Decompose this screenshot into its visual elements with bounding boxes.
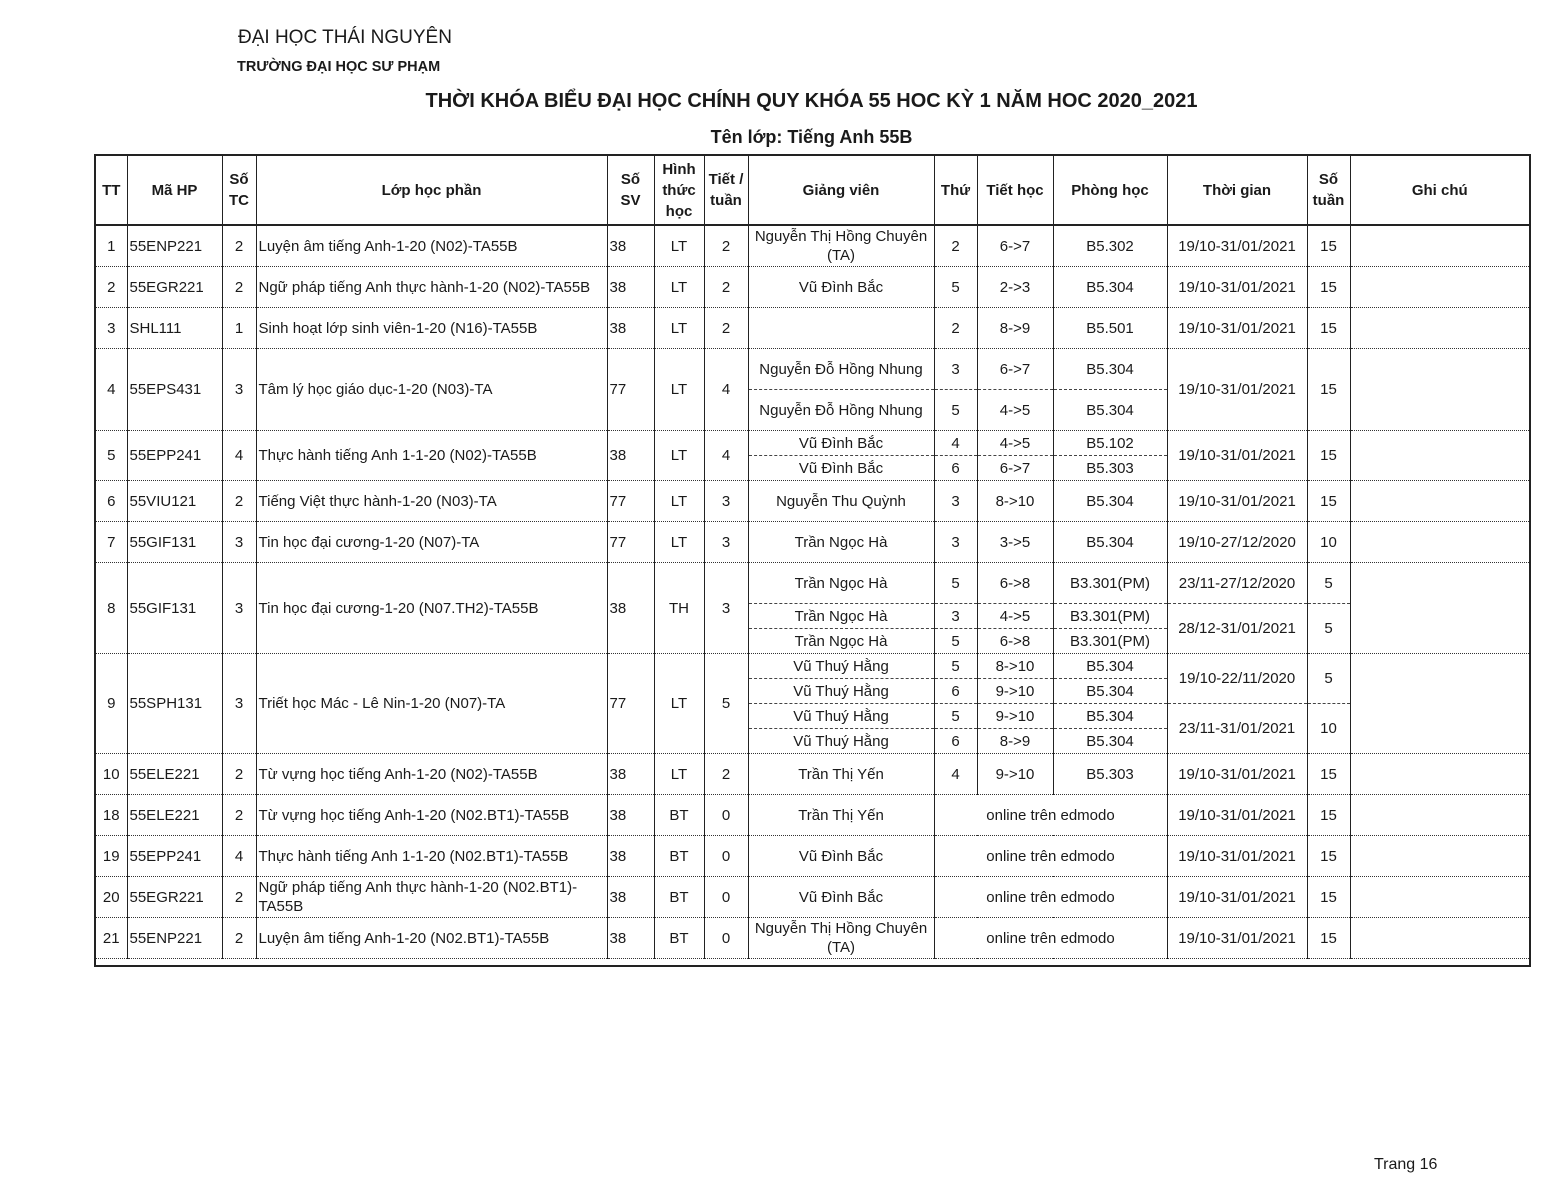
col-header-phong-hoc: Phòng học [1053, 155, 1167, 225]
cell-thoi-gian: 19/10-31/01/2021 [1167, 836, 1307, 877]
cell-giang-vien: Nguyễn Thị Hồng Chuyên (TA) [748, 918, 934, 959]
cell-giang-vien: Trần Thị Yến [748, 795, 934, 836]
cell-lop-hp: Tin học đại cương-1-20 (N07.TH2)-TA55B [256, 563, 607, 654]
cell-lop-hp: Tin học đại cương-1-20 (N07)-TA [256, 522, 607, 563]
cell-tiet-hoc: 9->10 [977, 679, 1053, 704]
cell-tiet-hoc: 6->7 [977, 456, 1053, 481]
col-header-thoi-gian: Thời gian [1167, 155, 1307, 225]
spacer-cell [95, 959, 1530, 967]
cell-so-tuan: 15 [1307, 308, 1350, 349]
timetable [94, 154, 1531, 967]
cell-hinh-thuc: LT [654, 481, 704, 522]
table-row [95, 308, 1530, 349]
cell-tiet-hoc: 6->7 [977, 349, 1053, 390]
cell-tt: 10 [95, 754, 127, 795]
cell-tiet-hoc: 3->5 [977, 522, 1053, 563]
cell-hinh-thuc: BT [654, 918, 704, 959]
page-number: Trang 16 [1374, 1156, 1438, 1173]
table-row [95, 877, 1530, 918]
cell-giang-vien: Vũ Đình Bắc [748, 877, 934, 918]
cell-so-tc: 3 [222, 563, 256, 654]
cell-so-sv: 38 [607, 795, 654, 836]
col-header-tt: TT [95, 155, 127, 225]
cell-online-note: online trên edmodo [934, 877, 1167, 918]
cell-tt: 18 [95, 795, 127, 836]
cell-tiet-hoc: 6->8 [977, 629, 1053, 654]
cell-hinh-thuc: BT [654, 877, 704, 918]
cell-tt: 7 [95, 522, 127, 563]
cell-so-tuan: 15 [1307, 795, 1350, 836]
cell-so-sv: 77 [607, 481, 654, 522]
cell-ghi-chu [1350, 225, 1530, 267]
cell-tiet-tuan: 4 [704, 349, 748, 431]
cell-thu: 5 [934, 390, 977, 431]
cell-online-note: online trên edmodo [934, 918, 1167, 959]
cell-hinh-thuc: BT [654, 795, 704, 836]
cell-tiet-tuan: 3 [704, 563, 748, 654]
table-bottom-spacer [95, 959, 1530, 967]
col-header-tiet-tuan: Tiết / tuần [704, 155, 748, 225]
cell-thoi-gian: 19/10-31/01/2021 [1167, 225, 1307, 267]
cell-so-sv: 38 [607, 836, 654, 877]
cell-tiet-hoc: 8->10 [977, 481, 1053, 522]
cell-tt: 6 [95, 481, 127, 522]
cell-tiet-hoc: 6->8 [977, 563, 1053, 604]
cell-tt: 21 [95, 918, 127, 959]
cell-phong-hoc: B5.304 [1053, 654, 1167, 679]
cell-ghi-chu [1350, 836, 1530, 877]
cell-thu: 4 [934, 754, 977, 795]
col-header-thu: Thứ [934, 155, 977, 225]
cell-so-tuan: 15 [1307, 481, 1350, 522]
cell-so-tc: 3 [222, 349, 256, 431]
cell-giang-vien: Vũ Đình Bắc [748, 836, 934, 877]
cell-thu: 6 [934, 456, 977, 481]
cell-lop-hp: Ngữ pháp tiếng Anh thực hành-1-20 (N02.BT1)-TA55B [256, 877, 607, 918]
cell-ghi-chu [1350, 481, 1530, 522]
cell-so-sv: 38 [607, 918, 654, 959]
cell-so-sv: 77 [607, 349, 654, 431]
cell-ma-hp: 55EPP241 [127, 836, 222, 877]
cell-so-tuan: 10 [1307, 704, 1350, 754]
cell-ma-hp: 55GIF131 [127, 563, 222, 654]
cell-so-tuan: 15 [1307, 267, 1350, 308]
cell-ma-hp: 55ELE221 [127, 795, 222, 836]
cell-so-sv: 77 [607, 654, 654, 754]
cell-so-tc: 2 [222, 918, 256, 959]
cell-tiet-tuan: 3 [704, 481, 748, 522]
cell-so-tc: 2 [222, 225, 256, 267]
col-header-so-tc: Số TC [222, 155, 256, 225]
cell-thoi-gian: 19/10-27/12/2020 [1167, 522, 1307, 563]
cell-so-tc: 1 [222, 308, 256, 349]
cell-so-tuan: 15 [1307, 754, 1350, 795]
cell-so-tuan: 15 [1307, 349, 1350, 431]
header-row [95, 155, 1530, 225]
cell-lop-hp: Từ vựng học tiếng Anh-1-20 (N02.BT1)-TA55B [256, 795, 607, 836]
cell-phong-hoc: B5.304 [1053, 267, 1167, 308]
cell-thoi-gian: 28/12-31/01/2021 [1167, 604, 1307, 654]
table-row [95, 349, 1530, 390]
table-row [95, 836, 1530, 877]
cell-so-sv: 38 [607, 754, 654, 795]
cell-tiet-hoc: 8->10 [977, 654, 1053, 679]
cell-lop-hp: Thực hành tiếng Anh 1-1-20 (N02)-TA55B [256, 431, 607, 481]
cell-giang-vien: Nguyễn Đỗ Hồng Nhung [748, 349, 934, 390]
cell-giang-vien: Vũ Đình Bắc [748, 267, 934, 308]
cell-tt: 9 [95, 654, 127, 754]
cell-thu: 3 [934, 349, 977, 390]
cell-hinh-thuc: LT [654, 349, 704, 431]
cell-giang-vien: Trần Ngọc Hà [748, 522, 934, 563]
cell-so-tuan: 15 [1307, 225, 1350, 267]
cell-phong-hoc: B5.304 [1053, 522, 1167, 563]
cell-ghi-chu [1350, 877, 1530, 918]
cell-lop-hp: Thực hành tiếng Anh 1-1-20 (N02.BT1)-TA55B [256, 836, 607, 877]
cell-giang-vien: Nguyễn Đỗ Hồng Nhung [748, 390, 934, 431]
cell-lop-hp: Tiếng Việt thực hành-1-20 (N03)-TA [256, 481, 607, 522]
cell-thu: 2 [934, 308, 977, 349]
school-name: TRƯỜNG ĐẠI HỌC SƯ PHẠM [237, 59, 441, 75]
cell-thoi-gian: 19/10-31/01/2021 [1167, 795, 1307, 836]
cell-thoi-gian: 19/10-22/11/2020 [1167, 654, 1307, 704]
cell-thu: 5 [934, 267, 977, 308]
cell-thu: 6 [934, 729, 977, 754]
cell-tiet-hoc: 9->10 [977, 704, 1053, 729]
cell-thu: 4 [934, 431, 977, 456]
cell-thu: 5 [934, 704, 977, 729]
cell-thoi-gian: 19/10-31/01/2021 [1167, 877, 1307, 918]
cell-hinh-thuc: LT [654, 308, 704, 349]
cell-ma-hp: 55EGR221 [127, 267, 222, 308]
cell-phong-hoc: B5.303 [1053, 456, 1167, 481]
cell-so-tuan: 15 [1307, 918, 1350, 959]
cell-thoi-gian: 19/10-31/01/2021 [1167, 431, 1307, 481]
cell-giang-vien: Trần Ngọc Hà [748, 604, 934, 629]
cell-phong-hoc: B5.501 [1053, 308, 1167, 349]
cell-so-tc: 2 [222, 754, 256, 795]
cell-tiet-tuan: 2 [704, 754, 748, 795]
cell-so-tc: 2 [222, 267, 256, 308]
cell-giang-vien: Vũ Thuý Hằng [748, 679, 934, 704]
cell-thoi-gian: 23/11-31/01/2021 [1167, 704, 1307, 754]
cell-thoi-gian: 19/10-31/01/2021 [1167, 481, 1307, 522]
cell-thu: 3 [934, 481, 977, 522]
cell-ghi-chu [1350, 563, 1530, 654]
col-header-ma-hp: Mã HP [127, 155, 222, 225]
cell-so-tuan: 5 [1307, 654, 1350, 704]
cell-giang-vien [748, 308, 934, 349]
cell-thoi-gian: 19/10-31/01/2021 [1167, 267, 1307, 308]
cell-hinh-thuc: BT [654, 836, 704, 877]
cell-tiet-hoc: 9->10 [977, 754, 1053, 795]
cell-hinh-thuc: TH [654, 563, 704, 654]
cell-tiet-tuan: 2 [704, 308, 748, 349]
table-row [95, 654, 1530, 679]
cell-hinh-thuc: LT [654, 225, 704, 267]
cell-lop-hp: Luyện âm tiếng Anh-1-20 (N02.BT1)-TA55B [256, 918, 607, 959]
cell-ma-hp: 55SPH131 [127, 654, 222, 754]
cell-thoi-gian: 19/10-31/01/2021 [1167, 308, 1307, 349]
cell-thu: 5 [934, 563, 977, 604]
table-row [95, 918, 1530, 959]
cell-tiet-tuan: 4 [704, 431, 748, 481]
cell-ma-hp: 55ENP221 [127, 918, 222, 959]
cell-so-tc: 2 [222, 481, 256, 522]
cell-giang-vien: Vũ Đình Bắc [748, 456, 934, 481]
cell-so-tuan: 15 [1307, 877, 1350, 918]
cell-phong-hoc: B5.102 [1053, 431, 1167, 456]
table-row [95, 267, 1530, 308]
cell-tiet-tuan: 0 [704, 918, 748, 959]
cell-phong-hoc: B3.301(PM) [1053, 563, 1167, 604]
table-row [95, 795, 1530, 836]
cell-ma-hp: 55GIF131 [127, 522, 222, 563]
table-row [95, 754, 1530, 795]
cell-lop-hp: Từ vựng học tiếng Anh-1-20 (N02)-TA55B [256, 754, 607, 795]
cell-tt: 5 [95, 431, 127, 481]
cell-phong-hoc: B5.303 [1053, 754, 1167, 795]
cell-giang-vien: Trần Ngọc Hà [748, 629, 934, 654]
cell-tiet-hoc: 6->7 [977, 225, 1053, 267]
cell-tiet-hoc: 8->9 [977, 729, 1053, 754]
cell-thu: 5 [934, 629, 977, 654]
cell-online-note: online trên edmodo [934, 836, 1167, 877]
cell-ma-hp: 55EGR221 [127, 877, 222, 918]
cell-thoi-gian: 19/10-31/01/2021 [1167, 349, 1307, 431]
cell-so-sv: 38 [607, 877, 654, 918]
cell-lop-hp: Sinh hoạt lớp sinh viên-1-20 (N16)-TA55B [256, 308, 607, 349]
cell-thoi-gian: 23/11-27/12/2020 [1167, 563, 1307, 604]
cell-lop-hp: Ngữ pháp tiếng Anh thực hành-1-20 (N02)-TA55B [256, 267, 607, 308]
cell-ma-hp: 55ELE221 [127, 754, 222, 795]
cell-online-note: online trên edmodo [934, 795, 1167, 836]
cell-phong-hoc: B5.304 [1053, 481, 1167, 522]
cell-phong-hoc: B3.301(PM) [1053, 629, 1167, 654]
cell-ma-hp: 55ENP221 [127, 225, 222, 267]
cell-so-sv: 38 [607, 225, 654, 267]
cell-so-sv: 38 [607, 267, 654, 308]
cell-thoi-gian: 19/10-31/01/2021 [1167, 918, 1307, 959]
cell-ma-hp: 55EPS431 [127, 349, 222, 431]
col-header-giang-vien: Giảng viên [748, 155, 934, 225]
cell-giang-vien: Trần Ngọc Hà [748, 563, 934, 604]
cell-tiet-tuan: 3 [704, 522, 748, 563]
cell-phong-hoc: B3.301(PM) [1053, 604, 1167, 629]
cell-thu: 2 [934, 225, 977, 267]
col-header-ghi-chu: Ghi chú [1350, 155, 1530, 225]
cell-tiet-tuan: 5 [704, 654, 748, 754]
cell-so-tc: 4 [222, 836, 256, 877]
table-row [95, 563, 1530, 604]
cell-tt: 19 [95, 836, 127, 877]
cell-tiet-hoc: 4->5 [977, 431, 1053, 456]
cell-tiet-tuan: 0 [704, 836, 748, 877]
table-row [95, 431, 1530, 456]
cell-tiet-tuan: 2 [704, 267, 748, 308]
cell-ghi-chu [1350, 522, 1530, 563]
cell-so-tuan: 15 [1307, 836, 1350, 877]
col-header-lop-hp: Lớp học phần [256, 155, 607, 225]
cell-hinh-thuc: LT [654, 654, 704, 754]
cell-phong-hoc: B5.304 [1053, 704, 1167, 729]
cell-ma-hp: 55EPP241 [127, 431, 222, 481]
cell-tt: 4 [95, 349, 127, 431]
table-row [95, 225, 1530, 267]
cell-giang-vien: Vũ Thuý Hằng [748, 729, 934, 754]
cell-thoi-gian: 19/10-31/01/2021 [1167, 754, 1307, 795]
cell-lop-hp: Triết học Mác - Lê Nin-1-20 (N07)-TA [256, 654, 607, 754]
cell-tiet-hoc: 4->5 [977, 604, 1053, 629]
class-name: Tên lớp: Tiếng Anh 55B [710, 127, 913, 147]
cell-so-tc: 2 [222, 877, 256, 918]
cell-giang-vien: Trần Thị Yến [748, 754, 934, 795]
cell-thu: 5 [934, 654, 977, 679]
cell-so-tuan: 5 [1307, 604, 1350, 654]
cell-hinh-thuc: LT [654, 522, 704, 563]
cell-tiet-hoc: 2->3 [977, 267, 1053, 308]
cell-ghi-chu [1350, 308, 1530, 349]
cell-tiet-tuan: 0 [704, 877, 748, 918]
cell-tt: 1 [95, 225, 127, 267]
cell-thu: 6 [934, 679, 977, 704]
cell-thu: 3 [934, 522, 977, 563]
cell-so-tuan: 5 [1307, 563, 1350, 604]
cell-giang-vien: Nguyễn Thị Hồng Chuyên (TA) [748, 225, 934, 267]
cell-tt: 3 [95, 308, 127, 349]
cell-ghi-chu [1350, 431, 1530, 481]
cell-so-sv: 38 [607, 563, 654, 654]
cell-hinh-thuc: LT [654, 267, 704, 308]
cell-giang-vien: Nguyễn Thu Quỳnh [748, 481, 934, 522]
cell-tiet-tuan: 2 [704, 225, 748, 267]
cell-so-tc: 4 [222, 431, 256, 481]
cell-giang-vien: Vũ Thuý Hằng [748, 654, 934, 679]
cell-tiet-tuan: 0 [704, 795, 748, 836]
cell-giang-vien: Vũ Thuý Hằng [748, 704, 934, 729]
cell-so-tuan: 15 [1307, 431, 1350, 481]
cell-giang-vien: Vũ Đình Bắc [748, 431, 934, 456]
cell-so-sv: 38 [607, 308, 654, 349]
cell-so-tc: 3 [222, 654, 256, 754]
cell-tiet-hoc: 4->5 [977, 390, 1053, 431]
cell-ghi-chu [1350, 654, 1530, 754]
cell-phong-hoc: B5.304 [1053, 679, 1167, 704]
cell-tt: 20 [95, 877, 127, 918]
cell-tt: 8 [95, 563, 127, 654]
col-header-hinh-thuc: Hình thức học [654, 155, 704, 225]
cell-phong-hoc: B5.304 [1053, 349, 1167, 390]
cell-thu: 3 [934, 604, 977, 629]
cell-ghi-chu [1350, 795, 1530, 836]
cell-so-tuan: 10 [1307, 522, 1350, 563]
cell-hinh-thuc: LT [654, 431, 704, 481]
cell-so-tc: 3 [222, 522, 256, 563]
cell-ma-hp: 55VIU121 [127, 481, 222, 522]
col-header-so-sv: Số SV [607, 155, 654, 225]
cell-ghi-chu [1350, 918, 1530, 959]
university-name: ĐẠI HỌC THÁI NGUYÊN [238, 27, 452, 48]
cell-lop-hp: Luyện âm tiếng Anh-1-20 (N02)-TA55B [256, 225, 607, 267]
table-row [95, 481, 1530, 522]
cell-phong-hoc: B5.304 [1053, 390, 1167, 431]
cell-so-sv: 38 [607, 431, 654, 481]
cell-tiet-hoc: 8->9 [977, 308, 1053, 349]
cell-hinh-thuc: LT [654, 754, 704, 795]
cell-phong-hoc: B5.304 [1053, 729, 1167, 754]
document-title: THỜI KHÓA BIỂU ĐẠI HỌC CHÍNH QUY KHÓA 55 HOC KỲ 1 NĂM HOC 2020_2021 [425, 90, 1198, 112]
cell-tt: 2 [95, 267, 127, 308]
col-header-so-tuan: Số tuần [1307, 155, 1350, 225]
cell-ghi-chu [1350, 754, 1530, 795]
cell-ghi-chu [1350, 349, 1530, 431]
cell-so-tc: 2 [222, 795, 256, 836]
cell-ghi-chu [1350, 267, 1530, 308]
cell-phong-hoc: B5.302 [1053, 225, 1167, 267]
col-header-tiet-hoc: Tiết học [977, 155, 1053, 225]
table-row [95, 522, 1530, 563]
cell-ma-hp: SHL111 [127, 308, 222, 349]
cell-lop-hp: Tâm lý học giáo dục-1-20 (N03)-TA [256, 349, 607, 431]
cell-so-sv: 77 [607, 522, 654, 563]
